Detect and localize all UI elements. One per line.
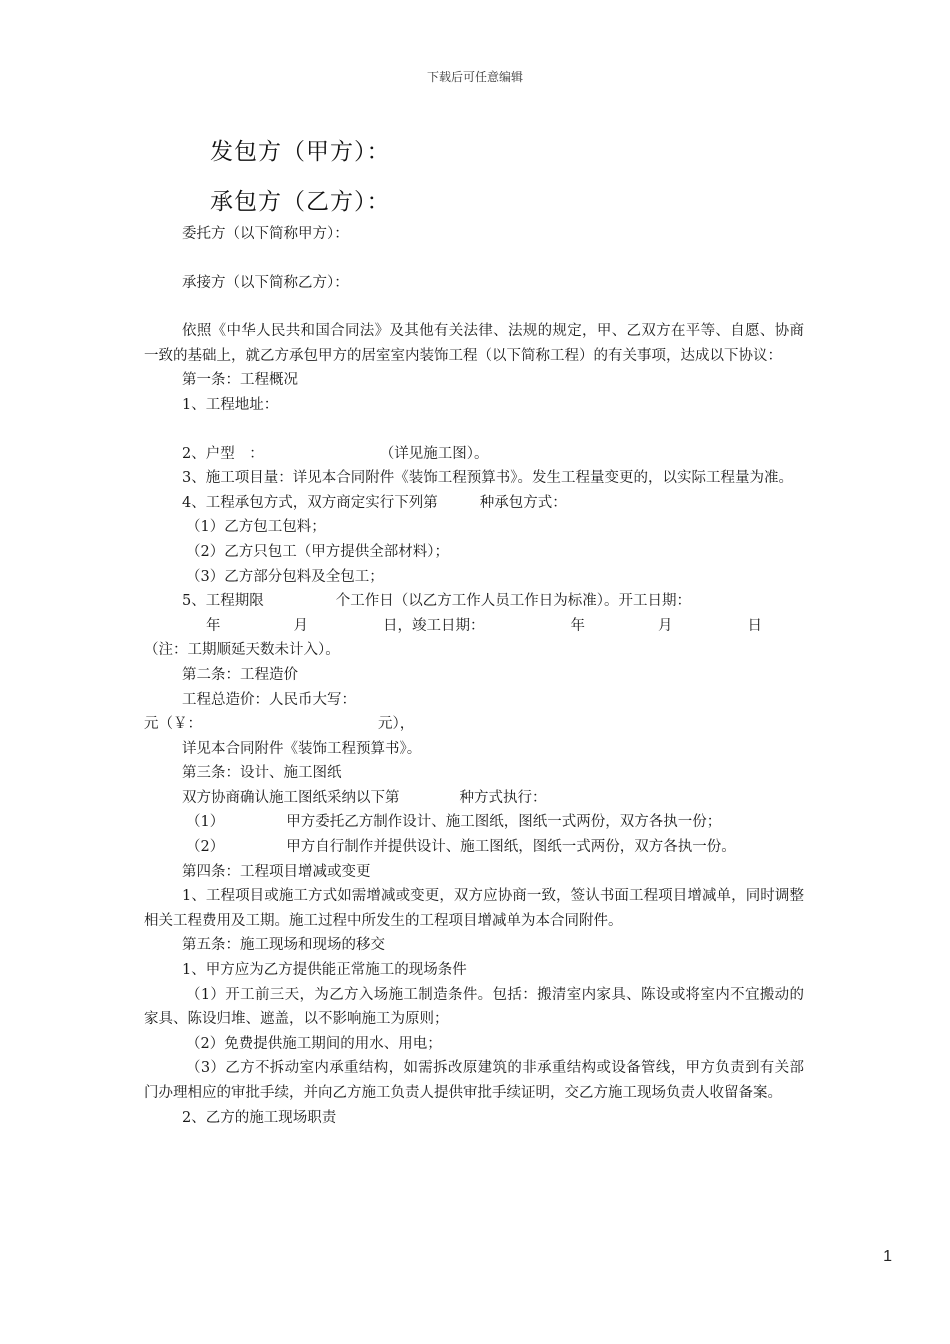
party-a-title: 发包方（甲方）： xyxy=(210,139,391,165)
article-1-heading: 第一条：工程概况 xyxy=(182,372,298,389)
dates-line xyxy=(144,614,804,639)
drawing-option-2-text: 甲方自行制作并提供设计、施工图纸，图纸一式两份，双方各执一份。 xyxy=(286,839,736,856)
article-5-heading: 第五条：施工现场和现场的移交 xyxy=(182,937,385,954)
house-layout-note: （详见施工图）。 xyxy=(379,445,489,462)
drawing-mode-suffix: 种方式执行： xyxy=(459,789,547,806)
article-4-para-1: 1、工程项目或施工方式如需增减或变更，双方应协商一致，签认书面工程项目增减单，同时调整相关工程费用及工期。施工过程中所发生的工程项目增减单为本合同附件。 xyxy=(144,888,804,929)
article-4-heading: 第四条：工程项目增减或变更 xyxy=(182,863,371,880)
drawing-option-2-number: （2） xyxy=(186,839,225,856)
contract-option-3: （3）乙方部分包料及全包工； xyxy=(186,568,384,585)
total-price: 工程总造价：人民币大写： xyxy=(182,691,356,708)
contract-option-2: （2）乙方只包工（甲方提供全部材料）； xyxy=(186,543,449,560)
drawing-mode xyxy=(144,786,804,811)
contractor-line: 承接方（以下简称乙方）： xyxy=(182,274,349,291)
period-note: （注：工期顺延天数未计入）。 xyxy=(144,642,340,659)
project-items: 3、施工项目量：详见本合同附件《装饰工程预算书》。发生工程量变更的，以实际工程量为准。 xyxy=(182,470,793,487)
article-5-sub-3: （3）乙方不拆动室内承重结构，如需拆改原建筑的非承重结构或设备管线，甲方负责到有关部门办理相应的审批手续，并向乙方施工负责人提供审批手续证明，交乙方施工现场负责人收留备案。 xyxy=(144,1060,804,1101)
project-address: 1、工程地址： xyxy=(182,396,279,413)
article-5-sub-2: （2）免费提供施工期间的用水、用电； xyxy=(186,1035,442,1052)
preamble: 依照《中华人民共和国合同法》及其他有关法律、法规的规定，甲、乙双方在平等、自愿、协商一致的基础上，就乙方承包甲方的居室室内装饰工程（以下简称工程）的有关事项，达成以下协议： xyxy=(144,323,804,364)
project-period xyxy=(144,589,804,614)
client-line: 委托方（以下简称甲方）： xyxy=(182,226,349,242)
article-2-heading: 第二条：工程造价 xyxy=(182,666,298,683)
end-month: 月 xyxy=(658,617,673,634)
house-layout-label: 2、户型 ： xyxy=(182,445,264,462)
price-yuan-suffix: 元）， xyxy=(378,716,415,733)
article-5-para-2: 2、乙方的施工现场职责 xyxy=(182,1109,337,1126)
contract-mode-suffix: 种承包方式： xyxy=(479,494,567,511)
drawing-option-1-text: 甲方委托乙方制作设计、施工图纸，图纸一式两份，双方各执一份； xyxy=(286,814,722,831)
period-desc: 个工作日（以乙方工作人员工作日为标准）。开工日期： xyxy=(335,593,691,610)
page-header: 下载后可任意编辑 xyxy=(426,70,523,84)
price-reference: 详见本合同附件《装饰工程预算书》。 xyxy=(182,740,422,757)
drawing-mode-label: 双方协商确认施工图纸采纳以下第 xyxy=(182,789,400,806)
drawing-option-1 xyxy=(144,810,804,835)
article-5-para-1: 1、甲方应为乙方提供能正常施工的现场条件 xyxy=(182,962,467,979)
start-day-end-label: 日，竣工日期： xyxy=(383,617,485,634)
article-5-sub-1: （1）开工前三天，为乙方入场施工制造条件。包括：搬清室内家具、陈设或将室内不宜搬动的家具、陈设归堆、遮盖，以不影响施工为原则； xyxy=(144,986,804,1028)
house-layout xyxy=(144,442,804,467)
price-yuan-label: 元（￥： xyxy=(144,716,202,733)
contract-option-1: （1）乙方包工包料； xyxy=(186,519,326,536)
contract-mode-label: 4、工程承包方式，双方商定实行下列第 xyxy=(182,494,438,511)
article-3-heading: 第三条：设计、施工图纸 xyxy=(182,765,342,782)
price-figures xyxy=(144,712,804,737)
contract-mode xyxy=(144,491,804,516)
start-year: 年 xyxy=(206,617,221,634)
end-year: 年 xyxy=(570,617,585,634)
party-b-title: 承包方（乙方）： xyxy=(210,189,391,215)
contract-body xyxy=(144,222,804,1130)
drawing-option-2 xyxy=(144,835,804,860)
drawing-option-1-number: （1） xyxy=(186,814,225,831)
page-number: 1 xyxy=(883,1248,892,1265)
start-month: 月 xyxy=(293,617,308,634)
end-day: 日 xyxy=(747,617,762,634)
period-label: 5、工程期限 xyxy=(182,593,264,610)
